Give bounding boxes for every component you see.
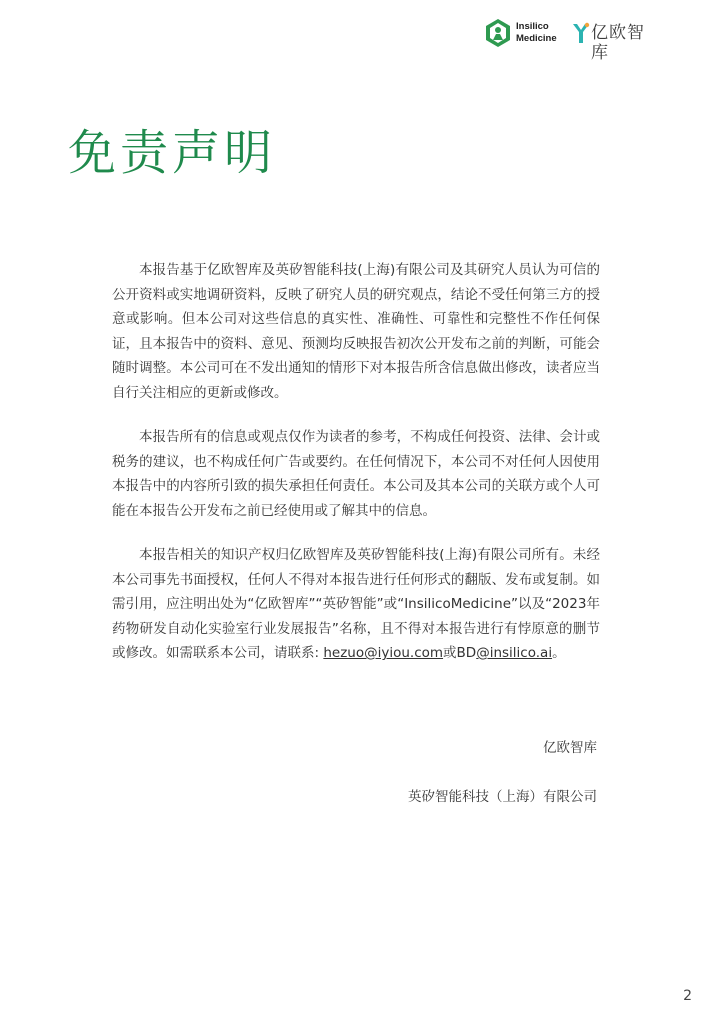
page-number: 2 <box>683 988 692 1004</box>
disclaimer-paragraph-2 <box>112 425 600 523</box>
insilico-medicine-logo <box>484 18 564 48</box>
email-link-hezuo[interactable]: hezuo@iyiou.com <box>323 645 444 661</box>
yiou-zhiku-logo <box>572 20 662 63</box>
signature-insilico: 英矽智能科技（上海）有限公司 <box>408 789 597 805</box>
yiou-mark-icon <box>572 22 590 44</box>
signature-yiou: 亿欧智库 <box>543 740 597 756</box>
paragraph-3-or: 或BD <box>443 645 477 661</box>
email-link-insilico[interactable]: @insilico.ai <box>476 645 553 661</box>
paragraph-3-end: 。 <box>552 645 566 661</box>
paragraph-3-text: 本报告相关的知识产权归亿欧智库及英矽智能科技(上海)有限公司所有。未经本公司事先书面授权，任何人不得对本报告进行任何形式的翻版、发布或复制。如需引用，应注明出处为“亿欧智库”“英矽智能”或“InsilicoMedicine”以及“2023年药物研发自动化实验室行业发展报告”名称，且不得对本报告进行有悖原意的删节或修改。如需联系本公司，请联系: <box>112 547 600 661</box>
insilico-emblem-icon <box>484 18 512 48</box>
yiou-logo-text: 亿欧智库 <box>591 23 645 63</box>
paragraph-text: 本报告所有的信息或观点仅作为读者的参考，不构成任何投资、法律、会计或税务的建议，也不构成任何广告或要约。在任何情况下，本公司不对任何人因使用本报告中的内容所引致的损失承担任何责任。本公司及其本公司的关联方或个人可能在本报告公开发布之前已经使用或了解其中的信息。 <box>112 429 600 519</box>
paragraph-text <box>112 543 600 666</box>
insilico-logo-text: Insilico Medicine <box>516 21 557 44</box>
disclaimer-paragraph-3 <box>112 543 600 666</box>
disclaimer-paragraph-1 <box>112 258 600 405</box>
page-title: 免责声明 <box>68 125 277 181</box>
paragraph-text: 本报告基于亿欧智库及英矽智能科技(上海)有限公司及其研究人员认为可信的公开资料或实地调研资料，反映了研究人员的研究观点，结论不受任何第三方的授意或影响。但本公司对这些信息的真实性、准确性、可靠性和完整性不作任何保证，且本报告中的资料、意见、预测均反映报告初次公开发布之前的判断，可能会随时调整。本公司可在不发出通知的情形下对本报告所含信息做出修改，读者应当自行关注相应的更新或修改。 <box>112 262 600 401</box>
